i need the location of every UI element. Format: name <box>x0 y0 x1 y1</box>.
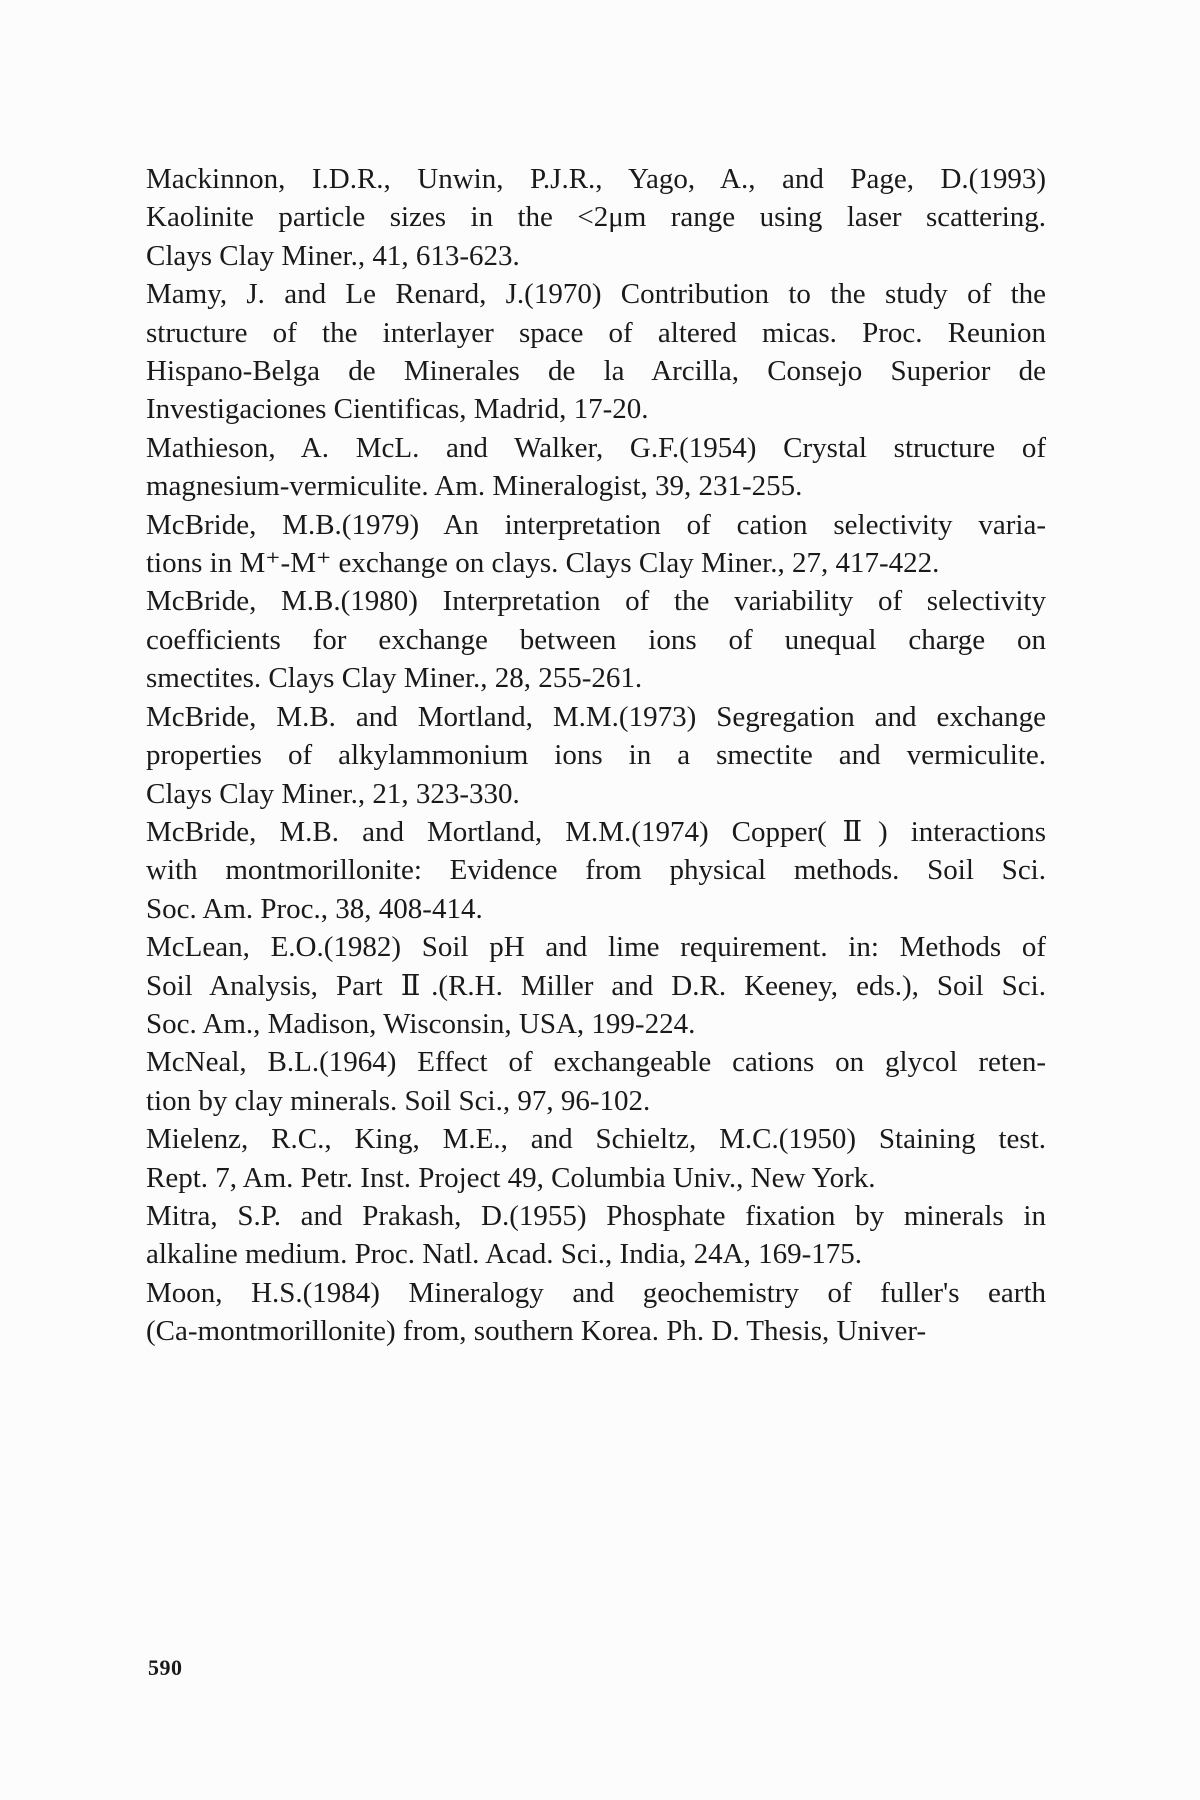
reference-line: Mamy, J. and Le Renard, J.(1970) Contribution to the study of the <box>146 278 1046 311</box>
reference-line: Soil Analysis, Part Ⅱ.(R.H. Miller and D.R. Keeney, eds.), Soil Sci. <box>146 969 1046 1002</box>
reference-line: Kaolinite particle sizes in the <2μm range using laser scattering. <box>146 201 1046 234</box>
reference-entry <box>146 582 1046 697</box>
reference-entry <box>146 1120 1046 1197</box>
reference-line: Rept. 7, Am. Petr. Inst. Project 49, Columbia Univ., New York. <box>146 1161 876 1194</box>
reference-line: properties of alkylammonium ions in a smectite and vermiculite. <box>146 739 1046 772</box>
reference-entry <box>146 429 1046 506</box>
reference-line: McBride, M.B.(1980) Interpretation of the variability of selectivity <box>146 585 1046 618</box>
reference-line: (Ca-montmorillonite) from, southern Korea. Ph. D. Thesis, Univer- <box>146 1315 927 1348</box>
reference-entry <box>146 813 1046 928</box>
reference-line: tions in M⁺-M⁺ exchange on clays. Clays Clay Miner., 27, 417-422. <box>146 547 940 580</box>
reference-entry <box>146 1274 1046 1351</box>
reference-line: magnesium-vermiculite. Am. Mineralogist, 39, 231-255. <box>146 470 803 503</box>
reference-entry <box>146 506 1046 583</box>
reference-entry <box>146 928 1046 1043</box>
reference-line: Mathieson, A. McL. and Walker, G.F.(1954) Crystal structure of <box>146 431 1046 464</box>
reference-line: Mitra, S.P. and Prakash, D.(1955) Phosphate fixation by minerals in <box>146 1199 1046 1232</box>
reference-line: McLean, E.O.(1982) Soil pH and lime requirement. in: Methods of <box>146 931 1046 964</box>
page-number: 590 <box>148 1655 183 1680</box>
reference-entry <box>146 160 1046 275</box>
reference-line: structure of the interlayer space of altered micas. Proc. Reunion <box>146 316 1046 349</box>
reference-line: Investigaciones Cientificas, Madrid, 17-20. <box>146 393 649 426</box>
reference-line: alkaline medium. Proc. Natl. Acad. Sci., India, 24A, 169-175. <box>146 1238 862 1271</box>
reference-line: Mielenz, R.C., King, M.E., and Schieltz, M.C.(1950) Staining test. <box>146 1123 1046 1156</box>
reference-line: Soc. Am., Madison, Wisconsin, USA, 199-224. <box>146 1007 696 1040</box>
reference-line: Mackinnon, I.D.R., Unwin, P.J.R., Yago, A., and Page, D.(1993) <box>146 163 1046 195</box>
reference-line: McNeal, B.L.(1964) Effect of exchangeable cations on glycol reten- <box>146 1046 1046 1079</box>
reference-line: Clays Clay Miner., 21, 323-330. <box>146 777 520 810</box>
reference-line: McBride, M.B. and Mortland, M.M.(1973) Segregation and exchange <box>146 700 1046 733</box>
reference-list <box>146 160 1046 1351</box>
reference-entry <box>146 275 1046 429</box>
reference-entry <box>146 1043 1046 1120</box>
reference-line: with montmorillonite: Evidence from physical methods. Soil Sci. <box>146 854 1046 887</box>
reference-line: Soc. Am. Proc., 38, 408-414. <box>146 892 483 925</box>
reference-line: Hispano-Belga de Minerales de la Arcilla, Consejo Superior de <box>146 355 1046 388</box>
reference-line: tion by clay minerals. Soil Sci., 97, 96-102. <box>146 1084 651 1117</box>
reference-line: smectites. Clays Clay Miner., 28, 255-261. <box>146 662 643 695</box>
reference-line: coefficients for exchange between ions of unequal charge on <box>146 623 1046 656</box>
reference-line: Clays Clay Miner., 41, 613-623. <box>146 239 520 272</box>
reference-entry <box>146 1197 1046 1274</box>
reference-line: Moon, H.S.(1984) Mineralogy and geochemistry of fuller's earth <box>146 1276 1046 1309</box>
reference-line: McBride, M.B.(1979) An interpretation of cation selectivity varia- <box>146 508 1046 541</box>
reference-entry <box>146 698 1046 813</box>
reference-line: McBride, M.B. and Mortland, M.M.(1974) Copper(Ⅱ) interactions <box>146 815 1046 848</box>
